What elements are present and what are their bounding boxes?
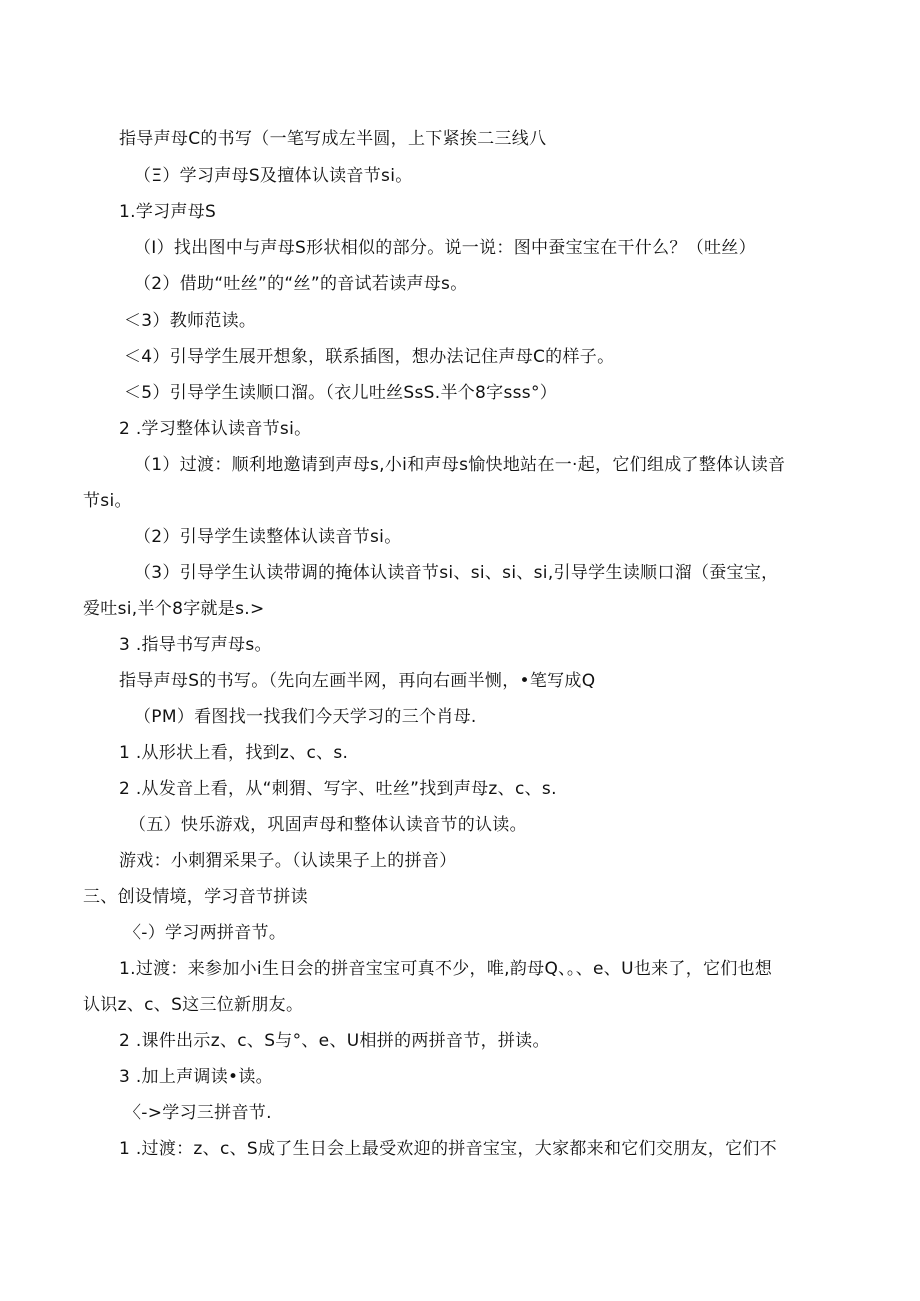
text-line: 1.学习声母S	[119, 202, 217, 222]
section-heading: （PM）看图找一找我们今天学习的三个肖母.	[134, 707, 477, 727]
text-line: （2）引导学生读整体认读音节si。	[134, 527, 402, 547]
text-line: （1）过渡：顺利地邀请到声母s,小i和声母s愉快地站在一·起，它们组成了整体认读音	[134, 455, 786, 475]
text-line: （3）引导学生认读带调的掩体认读音节si、si、si、si,引导学生读顺口溜（蚕宝宝，	[134, 563, 779, 583]
text-line: ＜3）教师范读。	[124, 311, 257, 331]
text-line: 1 .从形状上看，找到z、c、s.	[119, 743, 349, 763]
text-line: 2 .学习整体认读音节si。	[119, 419, 312, 439]
text-line: 指导声母S的书写。（先向左画半网，再向右画半恻，•笔写成Q	[119, 671, 596, 691]
section-heading: （Ξ）学习声母S及擅体认读音节si。	[134, 166, 413, 186]
text-line: 3 .指导书写声母s。	[119, 635, 272, 655]
text-line: 1 .过渡：z、c、S成了生日会上最受欢迎的拼音宝宝，大家都来和它们交朋友，它们不	[119, 1139, 777, 1159]
text-line: 指导声母C的书写（一笔写成左半圆，上下紧挨二三线八	[119, 129, 547, 149]
text-line: 3 .加上声调读•读。	[119, 1067, 273, 1087]
text-line: 认识z、c、S这三位新朋友。	[83, 995, 304, 1015]
text-line: ＜4）引导学生展开想象，联系插图，想办法记住声母C的样子。	[124, 347, 615, 367]
section-heading: （五）快乐游戏，巩固声母和整体认读音节的认读。	[129, 815, 527, 835]
text-line: 节si。	[83, 491, 132, 511]
section-heading: 〈-）学习两拼音节。	[124, 923, 287, 943]
text-line: （I）找出图中与声母S形状相似的部分。说一说：图中蚕宝宝在干什么？（吐丝）	[134, 238, 756, 258]
text-line: 1.过渡：来参加小i生日会的拼音宝宝可真不少，唯,韵母Q、。、e、U也来了，它们也想	[119, 959, 773, 979]
text-line: 游戏：小刺猬采果子。（认读果子上的拼音）	[119, 851, 457, 871]
text-line: 2 .课件出示z、c、S与°、e、U相拼的两拼音节，拼读。	[119, 1031, 550, 1051]
section-heading: 〈->学习三拼音节.	[124, 1103, 272, 1123]
text-line: 2 .从发音上看，从“刺猬、写字、吐丝”找到声母z、c、s.	[119, 779, 557, 799]
section-heading: 三、创设情境，学习音节拼读	[83, 887, 308, 907]
text-line: ＜5）引导学生读顺口溜。（衣儿吐丝SsS.半个8字sss°）	[124, 383, 558, 403]
text-line: 爱吐si,半个8字就是s.>	[83, 599, 265, 619]
text-line: （2）借助“吐丝”的“丝”的音试若读声母s。	[134, 274, 468, 294]
